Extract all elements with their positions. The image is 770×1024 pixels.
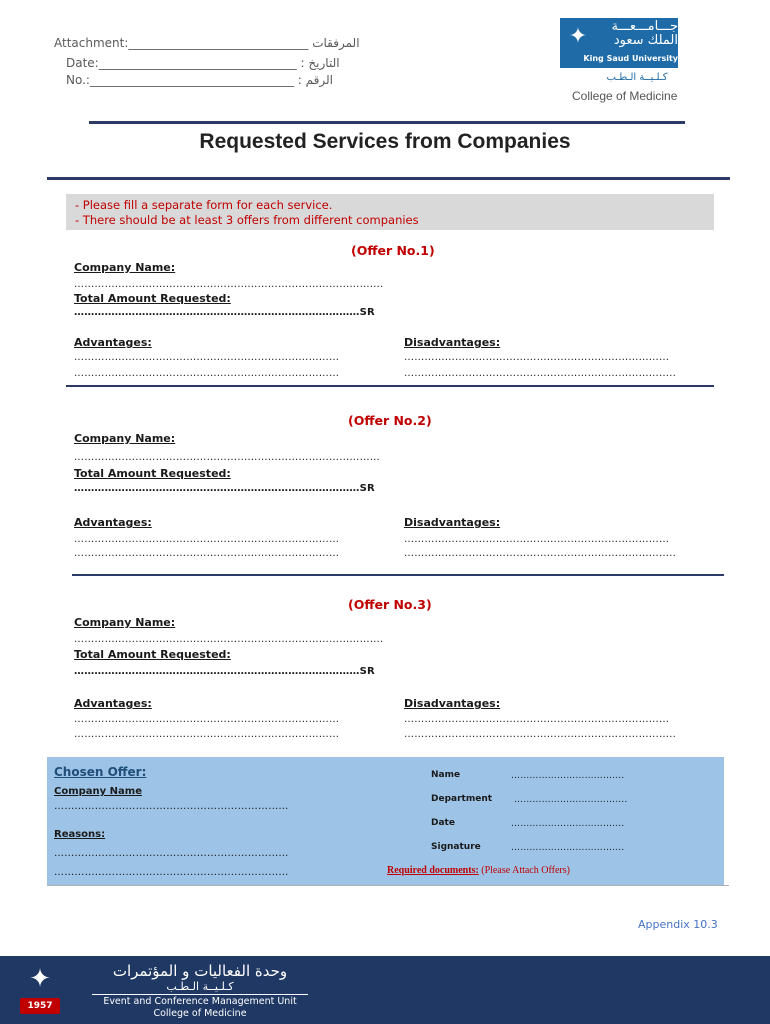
- number-line: [66, 73, 333, 87]
- footer-ar-unit: وحدة الفعاليات و المؤتمرات: [112, 962, 288, 980]
- date-label: Date:_________________________________ :: [66, 56, 305, 70]
- instruction-1: - Please fill a separate form for each service.: [75, 198, 333, 212]
- offer-1-amount-label: Total Amount Requested:: [74, 292, 231, 305]
- ksu-ar-name: جـــامـــعـــة الملك سعود: [611, 19, 678, 48]
- required-documents-label: Required documents:: [387, 865, 479, 876]
- offer-1-separator: [66, 385, 714, 387]
- title-bottom-rule: [47, 177, 730, 180]
- offer-1-amount-field[interactable]: …………………………………………………………………………SR: [74, 307, 375, 318]
- offer-1-disadvantages-field-2[interactable]: ……………………………………………………………………..: [404, 368, 676, 379]
- offer-2-company-field[interactable]: ………………………………………………………………………………: [74, 452, 380, 463]
- date-field[interactable]: ……………………………….: [511, 819, 625, 829]
- ksu-logo: [560, 18, 722, 106]
- offer-3-advantages-label: Advantages:: [74, 697, 152, 710]
- college-ar-name: كـلـيــة الـطـب: [606, 72, 668, 83]
- offer-1-disadvantages-field-1[interactable]: ……………………………………………………………………: [404, 352, 670, 363]
- attachment-ar: المرفقات: [312, 36, 360, 50]
- footer-divider: [92, 994, 308, 995]
- attachment-label: Attachment:______________________________: [54, 36, 309, 50]
- offer-1-company-label: Company Name:: [74, 261, 176, 274]
- chosen-offer-panel: [47, 757, 724, 885]
- name-field[interactable]: ……………………………….: [511, 771, 625, 781]
- instructions-box: [66, 194, 714, 230]
- offer-2-company-label: Company Name:: [74, 432, 176, 445]
- footer-en-college: College of Medicine: [153, 1008, 247, 1019]
- offer-2-advantages-field-2[interactable]: ……………………………………………………………………: [74, 548, 340, 559]
- date-label: Date: [431, 818, 455, 828]
- department-field[interactable]: ……………………………….: [514, 795, 628, 805]
- offer-2-disadvantages-field-1[interactable]: ……………………………………………………………………: [404, 534, 670, 545]
- offer-2-disadvantages-label: Disadvantages:: [404, 516, 501, 529]
- number-ar: الرقم: [305, 73, 333, 87]
- chosen-company-field[interactable]: ……………………………………………………………: [54, 801, 289, 812]
- signature-field[interactable]: ……………………………….: [511, 843, 625, 853]
- reasons-label: Reasons:: [54, 829, 106, 840]
- offer-2-amount-label: Total Amount Requested:: [74, 467, 231, 480]
- footer-ar-college: كـلـيــة الـطـب: [166, 980, 234, 993]
- offer-3-advantages-field-1[interactable]: ……………………………………………………………………: [74, 714, 340, 725]
- appendix-label: Appendix 10.3: [638, 918, 718, 931]
- offer-3-amount-field[interactable]: …………………………………………………………………………SR: [74, 666, 375, 677]
- offer-3-disadvantages-field-1[interactable]: ……………………………………………………………………: [404, 714, 670, 725]
- offer-3-title: (Offer No.3): [348, 597, 432, 612]
- footer-banner: [0, 956, 770, 1024]
- attachment-line: [54, 36, 360, 50]
- required-documents-text: (Please Attach Offers): [481, 865, 570, 876]
- instruction-2: - There should be at least 3 offers from different companies: [75, 213, 419, 227]
- department-label: Department: [431, 794, 493, 804]
- footer-en-unit: Event and Conference Management Unit: [103, 996, 297, 1007]
- offer-1-disadvantages-label: Disadvantages:: [404, 336, 501, 349]
- ksu-badge: [10, 960, 70, 1018]
- badge-year: 1957: [20, 998, 60, 1014]
- chosen-offer-title: Chosen Offer:: [54, 765, 147, 779]
- name-label: Name: [431, 770, 461, 780]
- chosen-company-label: Company Name: [54, 786, 142, 797]
- offer-1-title: (Offer No.1): [351, 243, 435, 258]
- offer-3-advantages-field-2[interactable]: ……………………………………………………………………: [74, 729, 340, 740]
- reasons-field-2[interactable]: ……………………………………………………………: [54, 867, 289, 878]
- palm-swords-icon: ✦: [568, 24, 588, 49]
- number-label: No.:__________________________________ :: [66, 73, 302, 87]
- title-top-rule: [89, 121, 685, 124]
- offer-3-disadvantages-label: Disadvantages:: [404, 697, 501, 710]
- offer-2-advantages-field-1[interactable]: ……………………………………………………………………: [74, 534, 340, 545]
- reasons-field-1[interactable]: ……………………………………………………………: [54, 848, 289, 859]
- offer-3-company-field[interactable]: ……………………………………………………………………………….: [74, 634, 384, 645]
- offer-1-advantages-field-1[interactable]: ……………………………………………………………………: [74, 352, 340, 363]
- offer-3-disadvantages-field-2[interactable]: ……………………………………………………………………..: [404, 729, 676, 740]
- offer-2-separator: [72, 574, 724, 576]
- ksu-logo-banner: [560, 18, 678, 68]
- chosen-offer-bottom-line: [47, 885, 729, 886]
- signature-label: Signature: [431, 842, 481, 852]
- date-line: [66, 56, 340, 70]
- palm-swords-icon: ✦: [29, 964, 51, 994]
- offer-2-title: (Offer No.2): [348, 413, 432, 428]
- offer-1-advantages-label: Advantages:: [74, 336, 152, 349]
- date-ar: التاريخ: [308, 56, 340, 70]
- offer-2-amount-field[interactable]: …………………………………………………………………………SR: [74, 483, 375, 494]
- offer-3-amount-label: Total Amount Requested:: [74, 648, 231, 661]
- required-documents: [387, 865, 570, 876]
- offer-2-disadvantages-field-2[interactable]: ……………………………………………………………………..: [404, 548, 676, 559]
- offer-3-company-label: Company Name:: [74, 616, 176, 629]
- college-name: College of Medicine: [572, 89, 678, 103]
- ksu-en-name: King Saud University: [583, 54, 678, 63]
- page-title: Requested Services from Companies: [199, 130, 571, 153]
- offer-2-advantages-label: Advantages:: [74, 516, 152, 529]
- offer-1-advantages-field-2[interactable]: ……………………………………………………………………: [74, 368, 340, 379]
- offer-1-company-field[interactable]: ……………………………………………………………………………….: [74, 279, 384, 290]
